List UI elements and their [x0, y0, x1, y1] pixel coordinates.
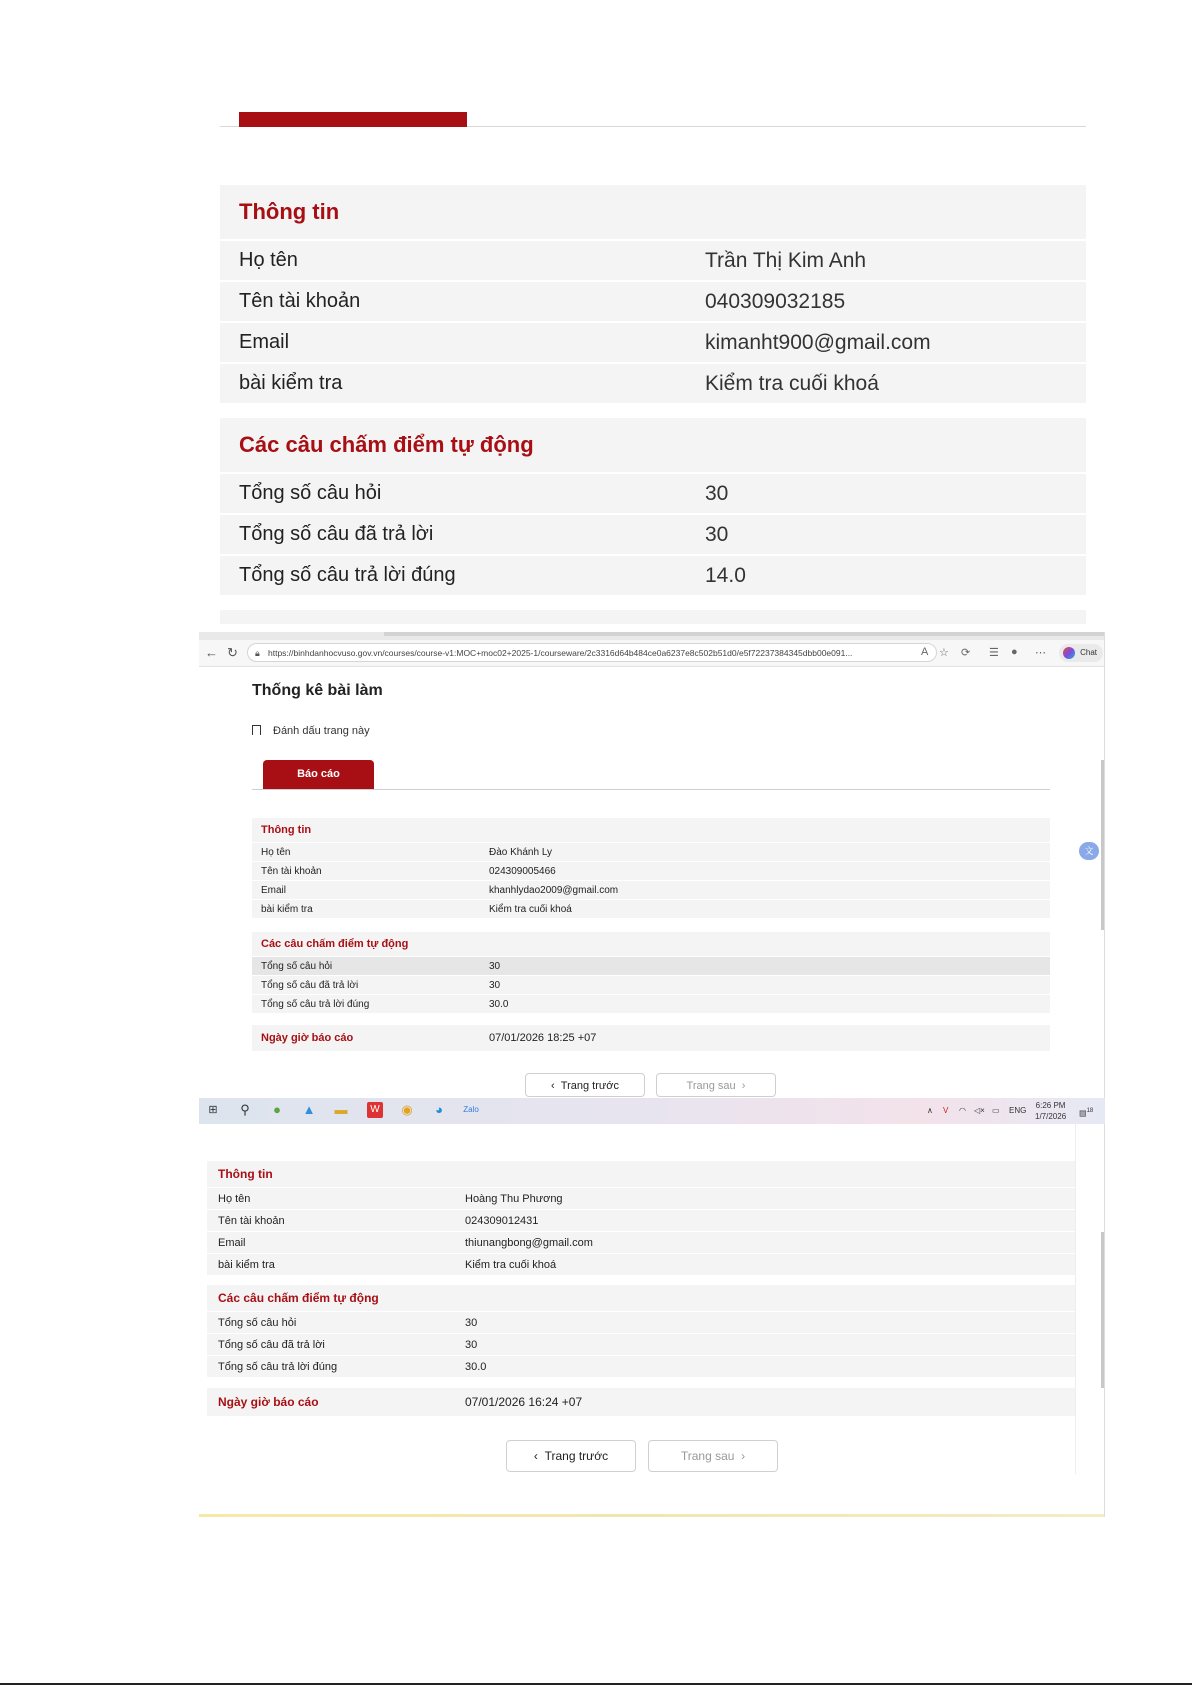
auto-row: [220, 513, 1086, 554]
auto-label: Tổng số câu đã trả lời: [218, 1338, 325, 1351]
info-row: [220, 239, 1086, 280]
wps-office-icon[interactable]: W: [367, 1102, 383, 1118]
info-row: [207, 1209, 1075, 1231]
auto-row: [252, 956, 1050, 975]
info-label: bài kiểm tra: [218, 1258, 275, 1271]
next-page-label: Trang sau: [686, 1080, 736, 1092]
info-value: khanhlydao2009@gmail.com: [489, 884, 619, 896]
info-section-title: Thông tin: [207, 1161, 1075, 1187]
bookmark-link[interactable]: [252, 725, 370, 737]
info-value: Kiểm tra cuối khoá: [489, 903, 572, 915]
tab-divider: [252, 789, 1050, 790]
chrome-icon[interactable]: ◉: [401, 1102, 413, 1117]
lock-icon: 🔒︎: [255, 648, 260, 658]
notification-icon[interactable]: ▤$^{18}$: [1079, 1108, 1094, 1118]
report-time-row: [252, 1025, 1050, 1051]
info-value: Kiểm tra cuối khoá: [465, 1258, 557, 1271]
tray-chevron-icon[interactable]: ∧: [927, 1106, 933, 1115]
auto-grading-title: Các câu chấm điểm tự động: [252, 932, 1050, 956]
auto-value: 14.0: [705, 563, 746, 587]
bookmark-label: Đánh dấu trang này: [273, 725, 370, 737]
windows-start-icon[interactable]: ⊞: [208, 1104, 218, 1116]
info-row: [252, 880, 1050, 899]
copilot-icon: [1063, 647, 1075, 659]
auto-grading-section: [220, 418, 1086, 595]
info-label: bài kiểm tra: [261, 903, 313, 915]
edge-icon[interactable]: ◕: [435, 1102, 443, 1117]
info-row: [207, 1231, 1075, 1253]
auto-label: Tổng số câu trả lời đúng: [261, 998, 370, 1010]
clock[interactable]: [1035, 1100, 1066, 1122]
next-section-stub: [220, 610, 1086, 624]
info-label: bài kiểm tra: [239, 372, 343, 394]
info-row: [252, 861, 1050, 880]
info-section-title: Thông tin: [252, 818, 1050, 842]
reload-icon[interactable]: ↻: [227, 645, 238, 660]
auto-value: 30: [465, 1316, 478, 1329]
prev-page-label: Trang trước: [560, 1080, 619, 1092]
auto-row: [252, 975, 1050, 994]
language-indicator[interactable]: ENG: [1009, 1106, 1027, 1115]
info-section: [207, 1161, 1075, 1275]
copilot-chat-button[interactable]: [1059, 644, 1103, 662]
drive-icon[interactable]: ▲: [302, 1102, 316, 1117]
prev-page-button[interactable]: [506, 1440, 636, 1472]
address-bar-url: https://binhdanhocvuso.gov.vn/courses/course-v1:MOC+moc02+2025-1/courseware/2c3316d64b484ce0a6237e8c502b51d0/e5f72237384345dbb00e091...: [268, 648, 853, 658]
info-row: [252, 842, 1050, 861]
back-icon[interactable]: ←: [205, 645, 218, 660]
info-section: [220, 185, 1086, 403]
active-tab-indicator: [239, 112, 467, 127]
auto-grading-section: [207, 1285, 1075, 1377]
info-label: Họ tên: [218, 1192, 251, 1205]
info-label: Email: [218, 1236, 246, 1249]
auto-label: Tổng số câu hỏi: [261, 960, 333, 972]
address-bar[interactable]: [247, 643, 937, 662]
tab-strip: [199, 632, 1105, 640]
auto-row: [252, 994, 1050, 1013]
auto-value: 30: [465, 1338, 478, 1351]
auto-value: 30: [489, 960, 501, 972]
read-aloud-icon[interactable]: A: [921, 646, 929, 658]
chevron-right-icon: ›: [741, 1080, 746, 1092]
scrollbar[interactable]: [1101, 1232, 1104, 1388]
auto-value: 30.0: [465, 1360, 487, 1373]
browser-screenshot-2: [199, 1124, 1105, 1517]
browser-screenshot-1: [199, 632, 1105, 1124]
info-value: 024309005466: [489, 865, 556, 877]
bookmark-icon: [252, 725, 261, 735]
auto-row: [220, 472, 1086, 513]
info-label: Họ tên: [239, 249, 298, 271]
report-time-section: [207, 1388, 1075, 1416]
auto-value: 30: [705, 481, 729, 505]
chevron-left-icon: ‹: [533, 1449, 538, 1463]
auto-row: [220, 554, 1086, 595]
info-label: Tên tài khoản: [218, 1214, 285, 1227]
info-label: Tên tài khoản: [261, 865, 322, 877]
extensions-icon[interactable]: ⟳: [961, 647, 971, 659]
auto-label: Tổng số câu trả lời đúng: [218, 1360, 338, 1373]
volume-muted-icon[interactable]: ◁×: [974, 1106, 985, 1115]
profile-icon[interactable]: ●: [1011, 646, 1018, 658]
auto-label: Tổng số câu đã trả lời: [261, 979, 359, 991]
info-label: Email: [261, 884, 287, 896]
info-row: [252, 899, 1050, 918]
auto-grading-title: Các câu chấm điểm tự động: [207, 1285, 1075, 1311]
chat-label: Chat: [1080, 648, 1097, 657]
info-value: Trần Thị Kim Anh: [705, 248, 867, 272]
tray-app-icon[interactable]: V: [943, 1106, 949, 1115]
info-value: Đào Khánh Ly: [489, 846, 553, 858]
chevron-left-icon: ‹: [551, 1080, 555, 1092]
next-page-button[interactable]: [656, 1073, 776, 1097]
info-row: [207, 1253, 1075, 1275]
app-icon[interactable]: ●: [273, 1102, 281, 1117]
info-section: [252, 818, 1050, 918]
info-value: 024309012431: [465, 1214, 539, 1227]
info-row: [220, 280, 1086, 321]
info-section-title: Thông tin: [220, 185, 1086, 239]
auto-label: Tổng số câu hỏi: [239, 482, 382, 504]
wifi-icon[interactable]: ◠: [959, 1106, 966, 1115]
translate-icon[interactable]: 文: [1079, 842, 1099, 860]
favorites-icon[interactable]: ☰: [989, 647, 999, 659]
clock-time: 6:26 PM: [1035, 1101, 1066, 1110]
windows-taskbar: [199, 1098, 1105, 1124]
info-value: Kiểm tra cuối khoá: [705, 371, 879, 395]
search-icon[interactable]: ⚲: [240, 1102, 250, 1117]
report-time-section: [252, 1025, 1050, 1051]
info-value: Hoàng Thu Phương: [465, 1192, 563, 1205]
report-time-row: [207, 1388, 1075, 1416]
auto-grading-title: Các câu chấm điểm tự động: [220, 418, 1086, 472]
battery-icon[interactable]: ▭: [992, 1106, 1000, 1115]
favorite-star-icon[interactable]: ☆: [939, 647, 949, 659]
info-value: thiunangbong@gmail.com: [465, 1236, 593, 1249]
info-value: kimanht900@gmail.com: [705, 330, 931, 354]
info-row: [220, 321, 1086, 362]
info-row: [220, 362, 1086, 403]
more-icon[interactable]: ⋯: [1035, 647, 1046, 659]
auto-label: Tổng số câu đã trả lời: [239, 523, 434, 545]
info-label: Họ tên: [261, 846, 291, 858]
auto-value: 30.0: [489, 998, 509, 1010]
tab-strip-active: [384, 632, 1104, 636]
info-label: Tên tài khoản: [239, 290, 361, 312]
next-page-button[interactable]: [648, 1440, 778, 1472]
info-row: [207, 1187, 1075, 1209]
file-explorer-icon[interactable]: ▬: [334, 1102, 348, 1117]
report-time-label: Ngày giờ báo cáo: [218, 1395, 319, 1409]
browser-toolbar: [199, 640, 1105, 667]
auto-label: Tổng số câu trả lời đúng: [239, 564, 456, 586]
bottom-accent-line: [199, 1514, 1105, 1517]
notification-count: 18: [1086, 1108, 1094, 1114]
next-page-label: Trang sau: [680, 1449, 735, 1463]
info-label: Email: [239, 331, 290, 353]
auto-value: 30: [489, 979, 501, 991]
report-time-label: Ngày giờ báo cáo: [261, 1032, 354, 1044]
chevron-right-icon: ›: [741, 1449, 746, 1463]
tab-report[interactable]: Báo cáo: [263, 760, 374, 789]
auto-value: 30: [705, 522, 729, 546]
auto-grading-section: [252, 932, 1050, 1013]
clock-date: 1/7/2026: [1035, 1112, 1067, 1121]
prev-page-label: Trang trước: [544, 1449, 609, 1463]
auto-row: [207, 1311, 1075, 1333]
report-time-value: 07/01/2026 16:24 +07: [465, 1395, 583, 1409]
auto-label: Tổng số câu hỏi: [218, 1316, 297, 1329]
page-title: Thống kê bài làm: [252, 682, 383, 699]
prev-page-button[interactable]: [525, 1073, 645, 1097]
auto-row: [207, 1355, 1075, 1377]
zalo-icon[interactable]: Zalo: [463, 1105, 479, 1114]
info-value: 040309032185: [705, 289, 846, 313]
scrollbar[interactable]: [1101, 760, 1104, 930]
auto-row: [207, 1333, 1075, 1355]
report-time-value: 07/01/2026 18:25 +07: [489, 1032, 597, 1044]
